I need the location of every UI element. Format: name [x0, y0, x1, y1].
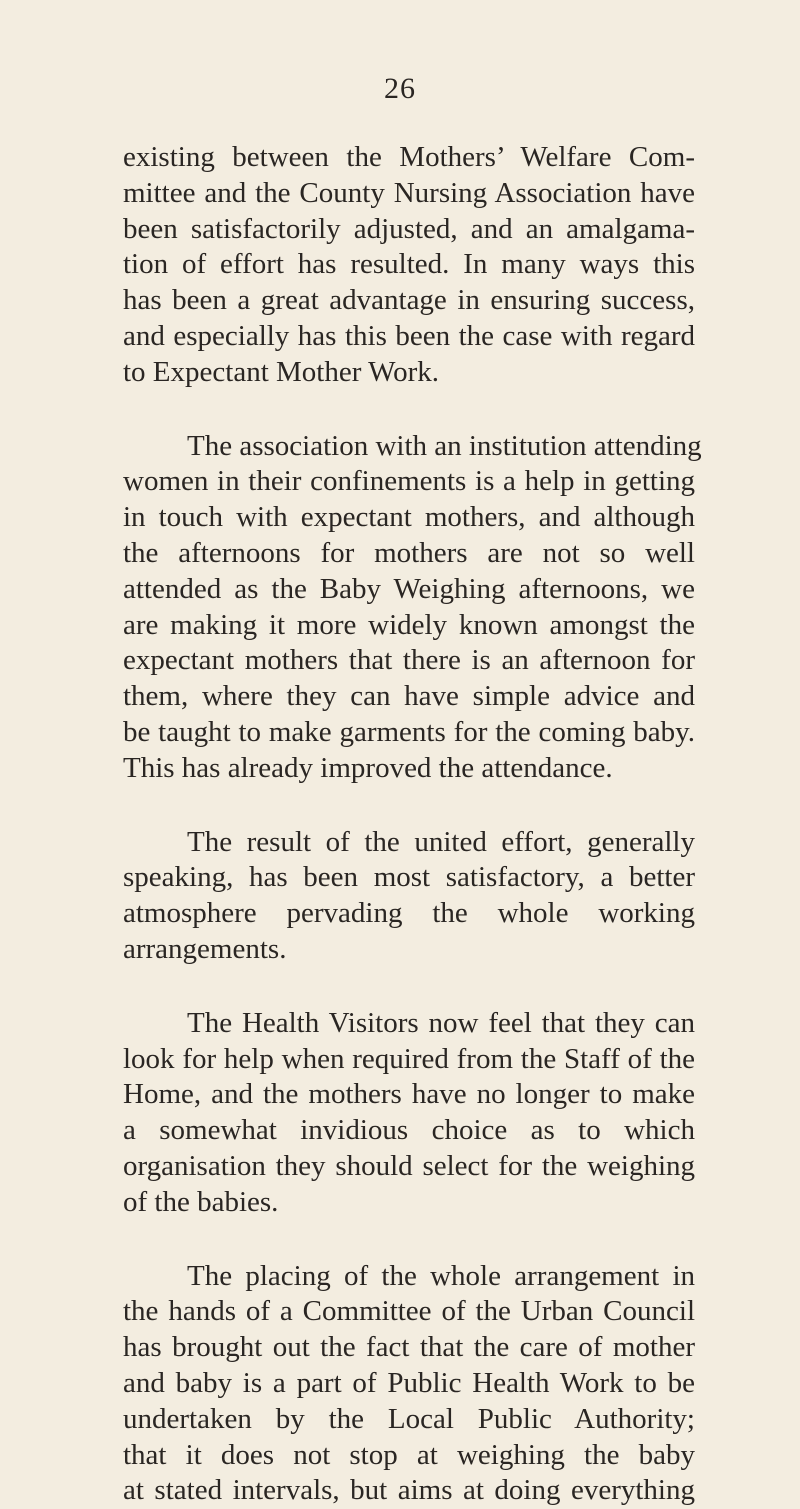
text-line: in touch with expectant mothers, and although — [123, 501, 695, 534]
text-line: arrangements. — [123, 932, 287, 965]
text-line: The Health Visitors now feel that they can — [187, 1006, 695, 1039]
text-line: has been a great advantage in ensuring success, — [123, 284, 695, 317]
text-line: to Expectant Mother Work. — [123, 355, 440, 388]
paragraph-3 — [123, 825, 695, 968]
text-line: them, where they can have simple advice and — [123, 680, 695, 713]
text-line: speaking, has been most satisfactory, a better — [123, 861, 695, 894]
text-line: look for help when required from the Staff of the — [123, 1042, 695, 1075]
text-line: has brought out the fact that the care of mother — [123, 1331, 695, 1364]
text-line: are making it more widely known amongst the — [123, 608, 695, 641]
text-line: Home, and the mothers have no longer to make — [123, 1078, 695, 1111]
text-line: a somewhat invidious choice as to which — [123, 1114, 695, 1147]
paragraph-5 — [123, 1259, 695, 1509]
paragraph-4 — [123, 1006, 695, 1221]
text-line: This has already improved the attendance. — [123, 751, 613, 784]
text-line: expectant mothers that there is an afternoon for — [123, 644, 695, 677]
text-line: The association with an institution attending — [187, 429, 702, 462]
text-line: and especially has this been the case with regard — [123, 319, 695, 352]
page-number: 26 — [384, 72, 416, 105]
paragraph-1 — [123, 140, 695, 391]
text-line: tion of effort has resulted. In many ways this — [123, 248, 695, 281]
text-line: The placing of the whole arrangement in — [187, 1259, 695, 1292]
text-line: mittee and the County Nursing Association have — [123, 176, 695, 209]
text-line: that it does not stop at weighing the baby — [123, 1438, 695, 1471]
text-line: existing between the Mothers’ Welfare Com- — [123, 141, 695, 173]
text-line: at stated intervals, but aims at doing everything — [123, 1474, 695, 1507]
text-line: the hands of a Committee of the Urban Council — [123, 1295, 695, 1328]
text-line: the afternoons for mothers are not so well — [123, 536, 695, 569]
text-line: The result of the united effort, generally — [187, 825, 695, 858]
text-line: organisation they should select for the weighing — [123, 1149, 695, 1182]
text-line: women in their confinements is a help in getting — [123, 465, 695, 498]
text-line: be taught to make garments for the coming baby. — [123, 715, 695, 748]
text-line: undertaken by the Local Public Authority; — [123, 1402, 695, 1435]
text-line: atmosphere pervading the whole working — [123, 897, 695, 930]
text-line: of the babies. — [123, 1185, 279, 1218]
paragraph-2 — [123, 429, 702, 787]
text-line: been satisfactorily adjusted, and an amalgama- — [123, 212, 695, 245]
text-line: attended as the Baby Weighing afternoons, we — [123, 572, 695, 605]
text-line: and baby is a part of Public Health Work to be — [123, 1366, 695, 1399]
